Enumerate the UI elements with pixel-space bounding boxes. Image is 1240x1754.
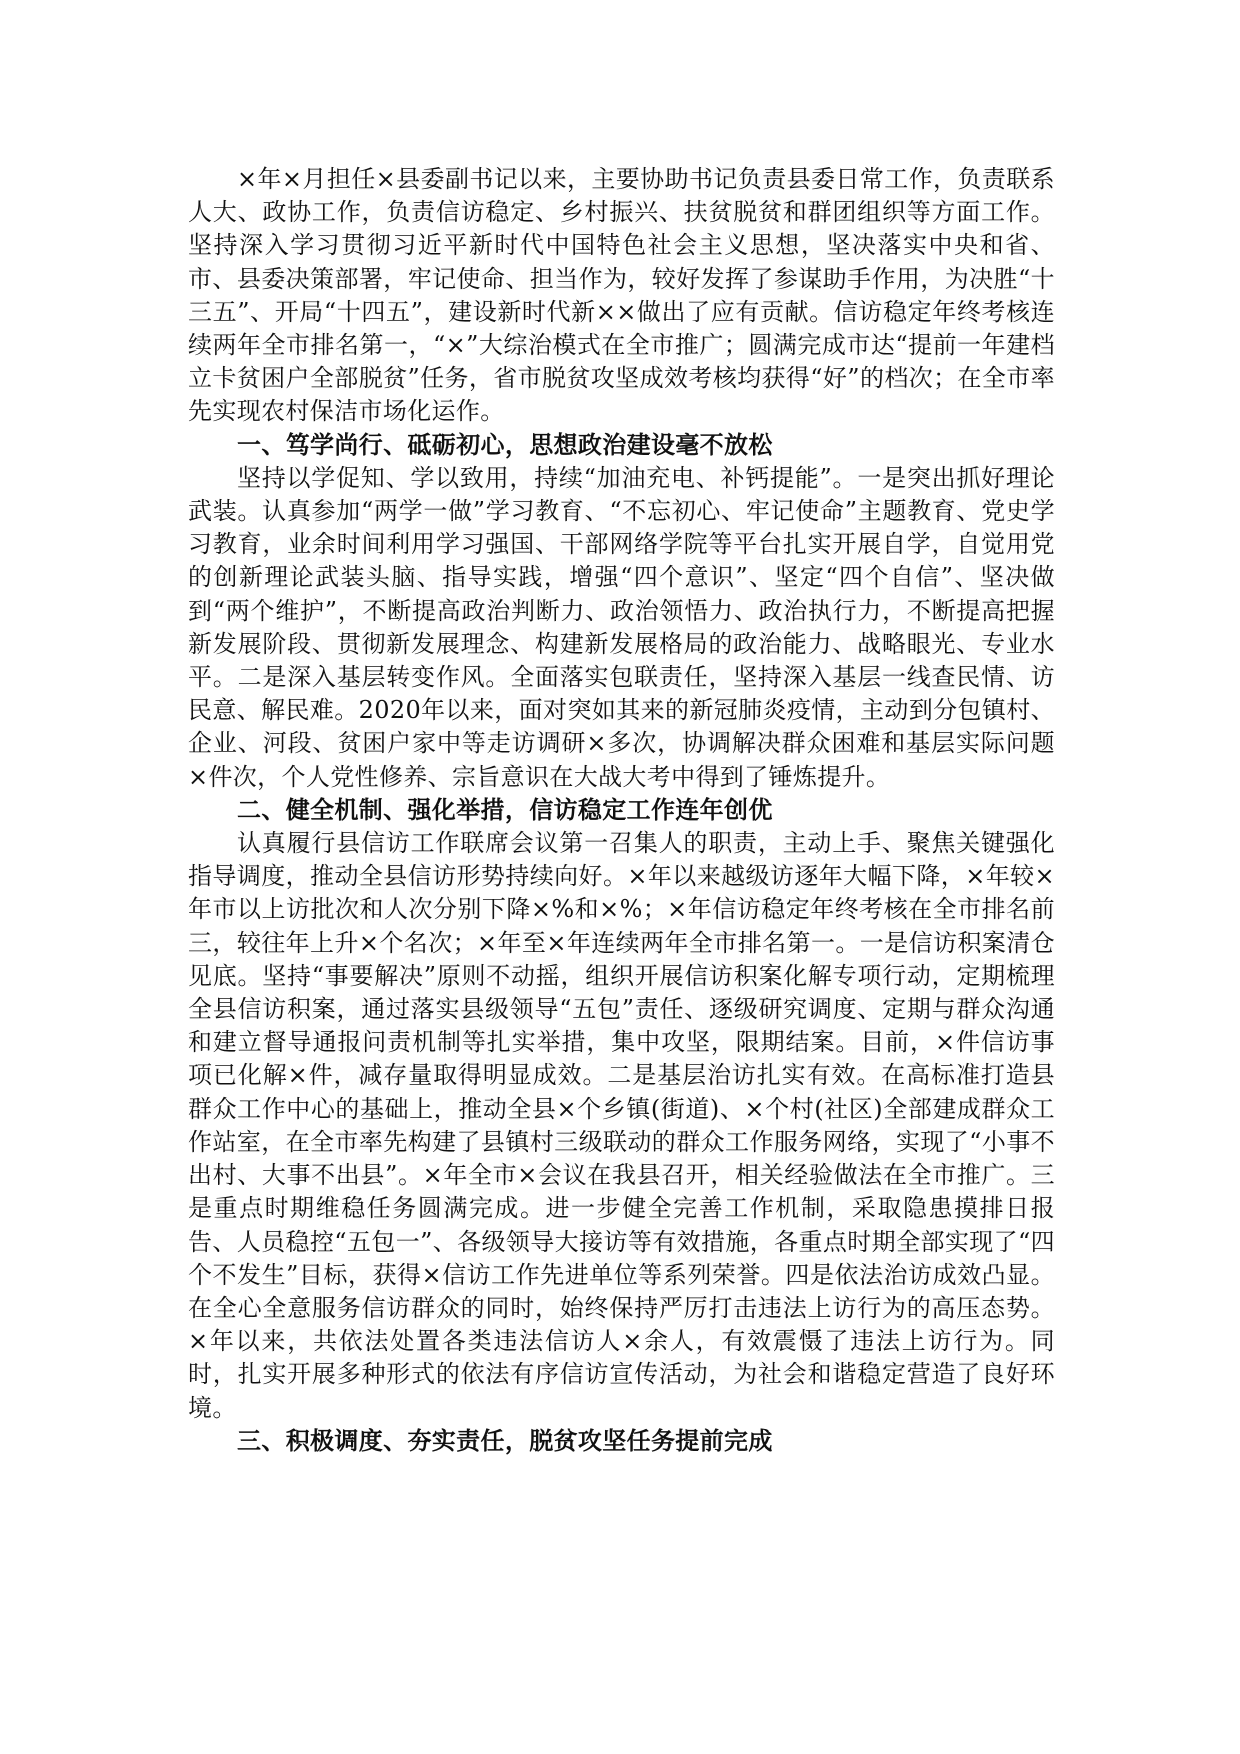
section-1-paragraph: 坚持以学促知、学以致用，持续“加油充电、补钙提能”。一是突出抓好理论武装。认真参加“两学一做”学习教育、“不忘初心、牢记使命”主题教育、党史学习教育，业余时间利用学习强国、干部网络学院等平台扎实开展自学，自觉用党的创新理论武装头脑、指导实践，增强“四个意识”、坚定“四个自信”、坚决做到“两个维护”，不断提高政治判断力、政治领悟力、政治执行力，不断提高把握新发展阶段、贯彻新发展理念、构建新发展格局的政治能力、战略眼光、专业水平。二是深入基层转变作风。全面落实包联责任，坚持深入基层一线查民情、访民意、解民难。2020年以来，面对突如其来的新冠肺炎疫情，主动到分包镇村、企业、河段、贫困户家中等走访调研×多次，协调解决群众困难和基层实际问题×件次，个人党性修养、宗旨意识在大战大考中得到了锤炼提升。: [188, 463, 1055, 791]
section-heading-1: 一、笃学尚行、砥砺初心，思想政治建设毫不放松: [237, 430, 773, 459]
section-heading-3: 三、积极调度、夯实责任，脱贫攻坚任务提前完成: [237, 1426, 773, 1455]
intro-paragraph: ×年×月担任×县委副书记以来，主要协助书记负责县委日常工作，负责联系人大、政协工作，负责信访稳定、乡村振兴、扶贫脱贫和群团组织等方面工作。坚持深入学习贯彻习近平新时代中国特色社会主义思想，坚决落实中央和省、市、县委决策部署，牢记使命、担当作为，较好发挥了参谋助手作用，为决胜“十三五”、开局“十四五”，建设新时代新××做出了应有贡献。信访稳定年终考核连续两年全市排名第一，“×”大综治模式在全市推广；圆满完成市达“提前一年建档立卡贫困户全部脱贫”任务，省市脱贫攻坚成效考核均获得“好”的档次；在全市率先实现农村保洁市场化运作。: [188, 165, 1055, 426]
document-body: [188, 163, 1055, 1458]
section-heading-2: 二、健全机制、强化举措，信访稳定工作连年创优: [237, 795, 773, 824]
section-2-paragraph: 认真履行县信访工作联席会议第一召集人的职责，主动上手、聚焦关键强化指导调度，推动全县信访形势持续向好。×年以来越级访逐年大幅下降，×年较×年市以上访批次和人次分别下降×%和×%；×年信访稳定年终考核在全市排名前三，较往年上升×个名次；×年至×年连续两年全市排名第一。一是信访积案清仓见底。坚持“事要解决”原则不动摇，组织开展信访积案化解专项行动，定期梳理全县信访积案，通过落实县级领导“五包”责任、逐级研究调度、定期与群众沟通和建立督导通报问责机制等扎实举措，集中攻坚，限期结案。目前，×件信访事项已化解×件，减存量取得明显成效。二是基层治访扎实有效。在高标准打造县群众工作中心的基础上，推动全县×个乡镇(街道)、×个村(社区)全部建成群众工作站室，在全市率先构建了县镇村三级联动的群众工作服务网络，实现了“小事不出村、大事不出县”。×年全市×会议在我县召开，相关经验做法在全市推广。三是重点时期维稳任务圆满完成。进一步健全完善工作机制，采取隐患摸排日报告、人员稳控“五包一”、各级领导大接访等有效措施，各重点时期全部实现了“四个不发生”目标，获得×信访工作先进单位等系列荣誉。四是依法治访成效凸显。在全心全意服务信访群众的同时，始终保持严厉打击违法上访行为的高压态势。×年以来，共依法处置各类违法信访人×余人，有效震慑了违法上访行为。同时，扎实开展多种形式的依法有序信访宣传活动，为社会和谐稳定营造了良好环境。: [188, 829, 1055, 1422]
